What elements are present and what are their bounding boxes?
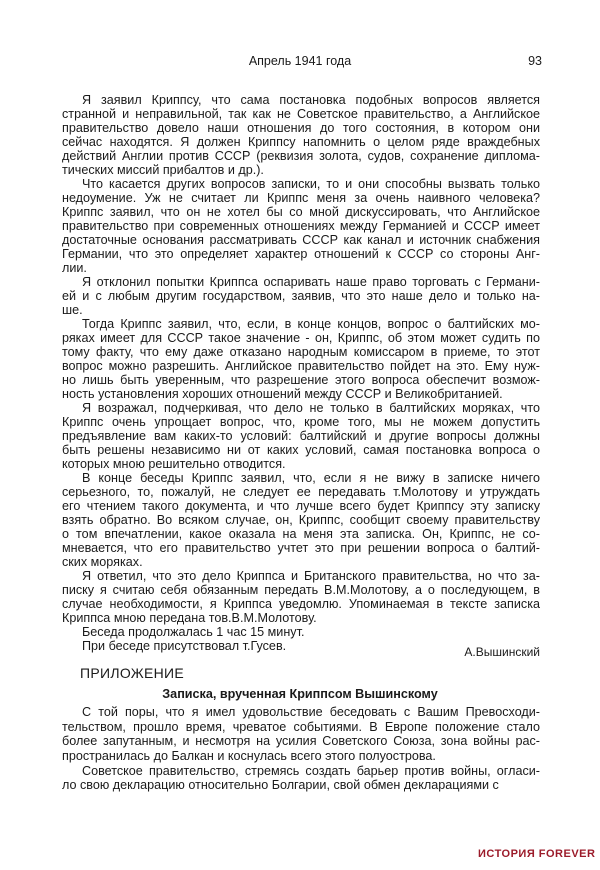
text-line: тому факту, что ему даже отказано народным комиссаром в приеме, то этот — [62, 345, 540, 359]
text-line: Криппс очень упрощает вопрос, что, кроме того, мы не можем допустить — [62, 415, 540, 429]
text-line: лии. — [62, 261, 87, 275]
text-line: достаточные основания рассматривать СССР как канал и источник снабжения — [62, 233, 540, 247]
signature: А.Вышинский — [464, 645, 540, 659]
text-line: Что касается других вопросов записки, то и они способны вызвать только — [82, 177, 540, 191]
paragraph — [62, 401, 540, 471]
text-line: Беседа продолжалась 1 час 15 минут. — [82, 625, 305, 639]
text-line: взять обратно. Во всяком случае, он, Криппс, сообщит своему правительству — [62, 513, 540, 527]
text-line: его чтением такого документа, и что лучше всего будет Криппсу эту записку — [62, 499, 540, 513]
text-line: тических миссий прибалтов и др.). — [62, 163, 264, 177]
text-line: предъявление вам каких-то условий: балтийский и другие вопросы должны — [62, 429, 540, 443]
text-line: ей и с любым другим государством, заявив, что это наше дело и только на- — [62, 289, 540, 303]
watermark-logo: ИСТОРИЯ FOREVER — [478, 848, 596, 860]
text-line: Я ответил, что это дело Криппса и Британского правительства, но что за- — [82, 569, 540, 583]
memo-body — [62, 93, 540, 653]
paragraph — [62, 764, 540, 793]
page-number: 93 — [528, 54, 542, 68]
text-line: мневается, что его правительство учтет это при решении вопроса о балтий- — [62, 541, 540, 555]
text-line: ло свою декларацию относительно Болгарии, свой обмен декларациями с — [62, 778, 499, 793]
text-line: Я отклонил попытки Криппса оспаривать наше право торговать с Германи- — [82, 275, 540, 289]
text-line: которых мною решительно отводится. — [62, 457, 286, 471]
running-title: Апрель 1941 года — [248, 54, 352, 68]
text-line: При беседе присутствовал т.Гусев. — [82, 639, 287, 653]
text-line: Германии, что это определяет характер отношений к СССР со стороны Анг- — [62, 247, 540, 261]
text-line: ше. — [62, 303, 83, 317]
text-line: Я заявил Криппсу, что сама постановка подобных вопросов является — [82, 93, 540, 107]
paragraph — [62, 625, 540, 639]
text-line: ряках имеет для СССР такое значение - он, Криппс, об этом может судить по — [62, 331, 540, 345]
text-line: странной и неправильной, так как не Советское правительство, а Английское — [62, 107, 540, 121]
paragraph — [62, 317, 540, 401]
text-line: случае необходимости, я Криппса уведомлю. Упоминаемая в тексте записка — [62, 597, 540, 611]
text-line: тельством, прошло время, чреватое событиями. В Европе положение стало — [62, 719, 540, 734]
paragraph — [62, 275, 540, 317]
paragraph — [62, 177, 540, 275]
note-body — [62, 705, 540, 793]
text-line: более запутанным, и несмотря на усилия Советского Союза, зона войны рас- — [62, 734, 540, 749]
appendix-heading: ПРИЛОЖЕНИЕ — [80, 665, 185, 681]
paragraph — [62, 569, 540, 625]
text-line: В конце беседы Криппс заявил, что, если я не вижу в записке ничего — [82, 471, 540, 485]
text-line: о том впечатлении, какое оказала на меня эта записка. Он, Криппс, не со- — [62, 527, 540, 541]
text-line: Криппса мною передана тов.В.М.Молотову. — [62, 611, 317, 625]
text-line: ских моряках. — [62, 555, 143, 569]
text-line: недоумение. Уж не считает ли Криппс меня за очень наивного человека? — [62, 191, 540, 205]
text-line: правительство довело наши отношения до того состояния, в котором они — [62, 121, 540, 135]
text-line: Я возражал, подчеркивая, что дело не только в балтийских моряках, что — [82, 401, 540, 415]
text-line: Советское правительство, стремясь создать барьер против войны, огласи- — [82, 763, 540, 778]
text-line: быть решены независимо ни от каких условий, самая постановка вопроса о — [62, 443, 540, 457]
text-line: ность установления хороших отношений между СССР и Великобританией. — [62, 387, 503, 401]
text-line: правительство при современных отношениях между Германией и СССР имеет — [62, 219, 540, 233]
text-line: действий Англии против СССР (реквизия золота, судов, сохранение диплома- — [62, 149, 540, 163]
paragraph — [62, 471, 540, 569]
text-line: но лишь быть уверенным, что разрешение этого вопроса обеспечит возмож- — [62, 373, 540, 387]
paragraph — [62, 705, 540, 764]
text-line: пространилась до Балкан и коснулась всего этого полуострова. — [62, 749, 436, 764]
text-line: серьезного, то, пожалуй, не следует ее передавать т.Молотову и утруждать — [62, 485, 540, 499]
note-title: Записка, врученная Криппсом Вышинскому — [162, 687, 438, 701]
text-line: писку я считаю себя обязанным передать В.М.Молотову, а о последующем, в — [62, 583, 540, 597]
text-line: сейчас находятся. Я должен Криппсу напомнить о целом ряде враждебных — [62, 135, 540, 149]
text-line: Криппс заявил, что он не хотел бы со мной дискуссировать, что Английское — [62, 205, 540, 219]
text-line: С той поры, что я имел удовольствие беседовать с Вашим Превосходи- — [82, 705, 540, 719]
text-line: вопрос можно разрешить. Английское правительство пойдет на это. Ему нуж- — [62, 359, 540, 373]
paragraph — [62, 93, 540, 177]
text-line: Тогда Криппс заявил, что, если, в конце концов, вопрос о балтийских мо- — [82, 317, 540, 331]
